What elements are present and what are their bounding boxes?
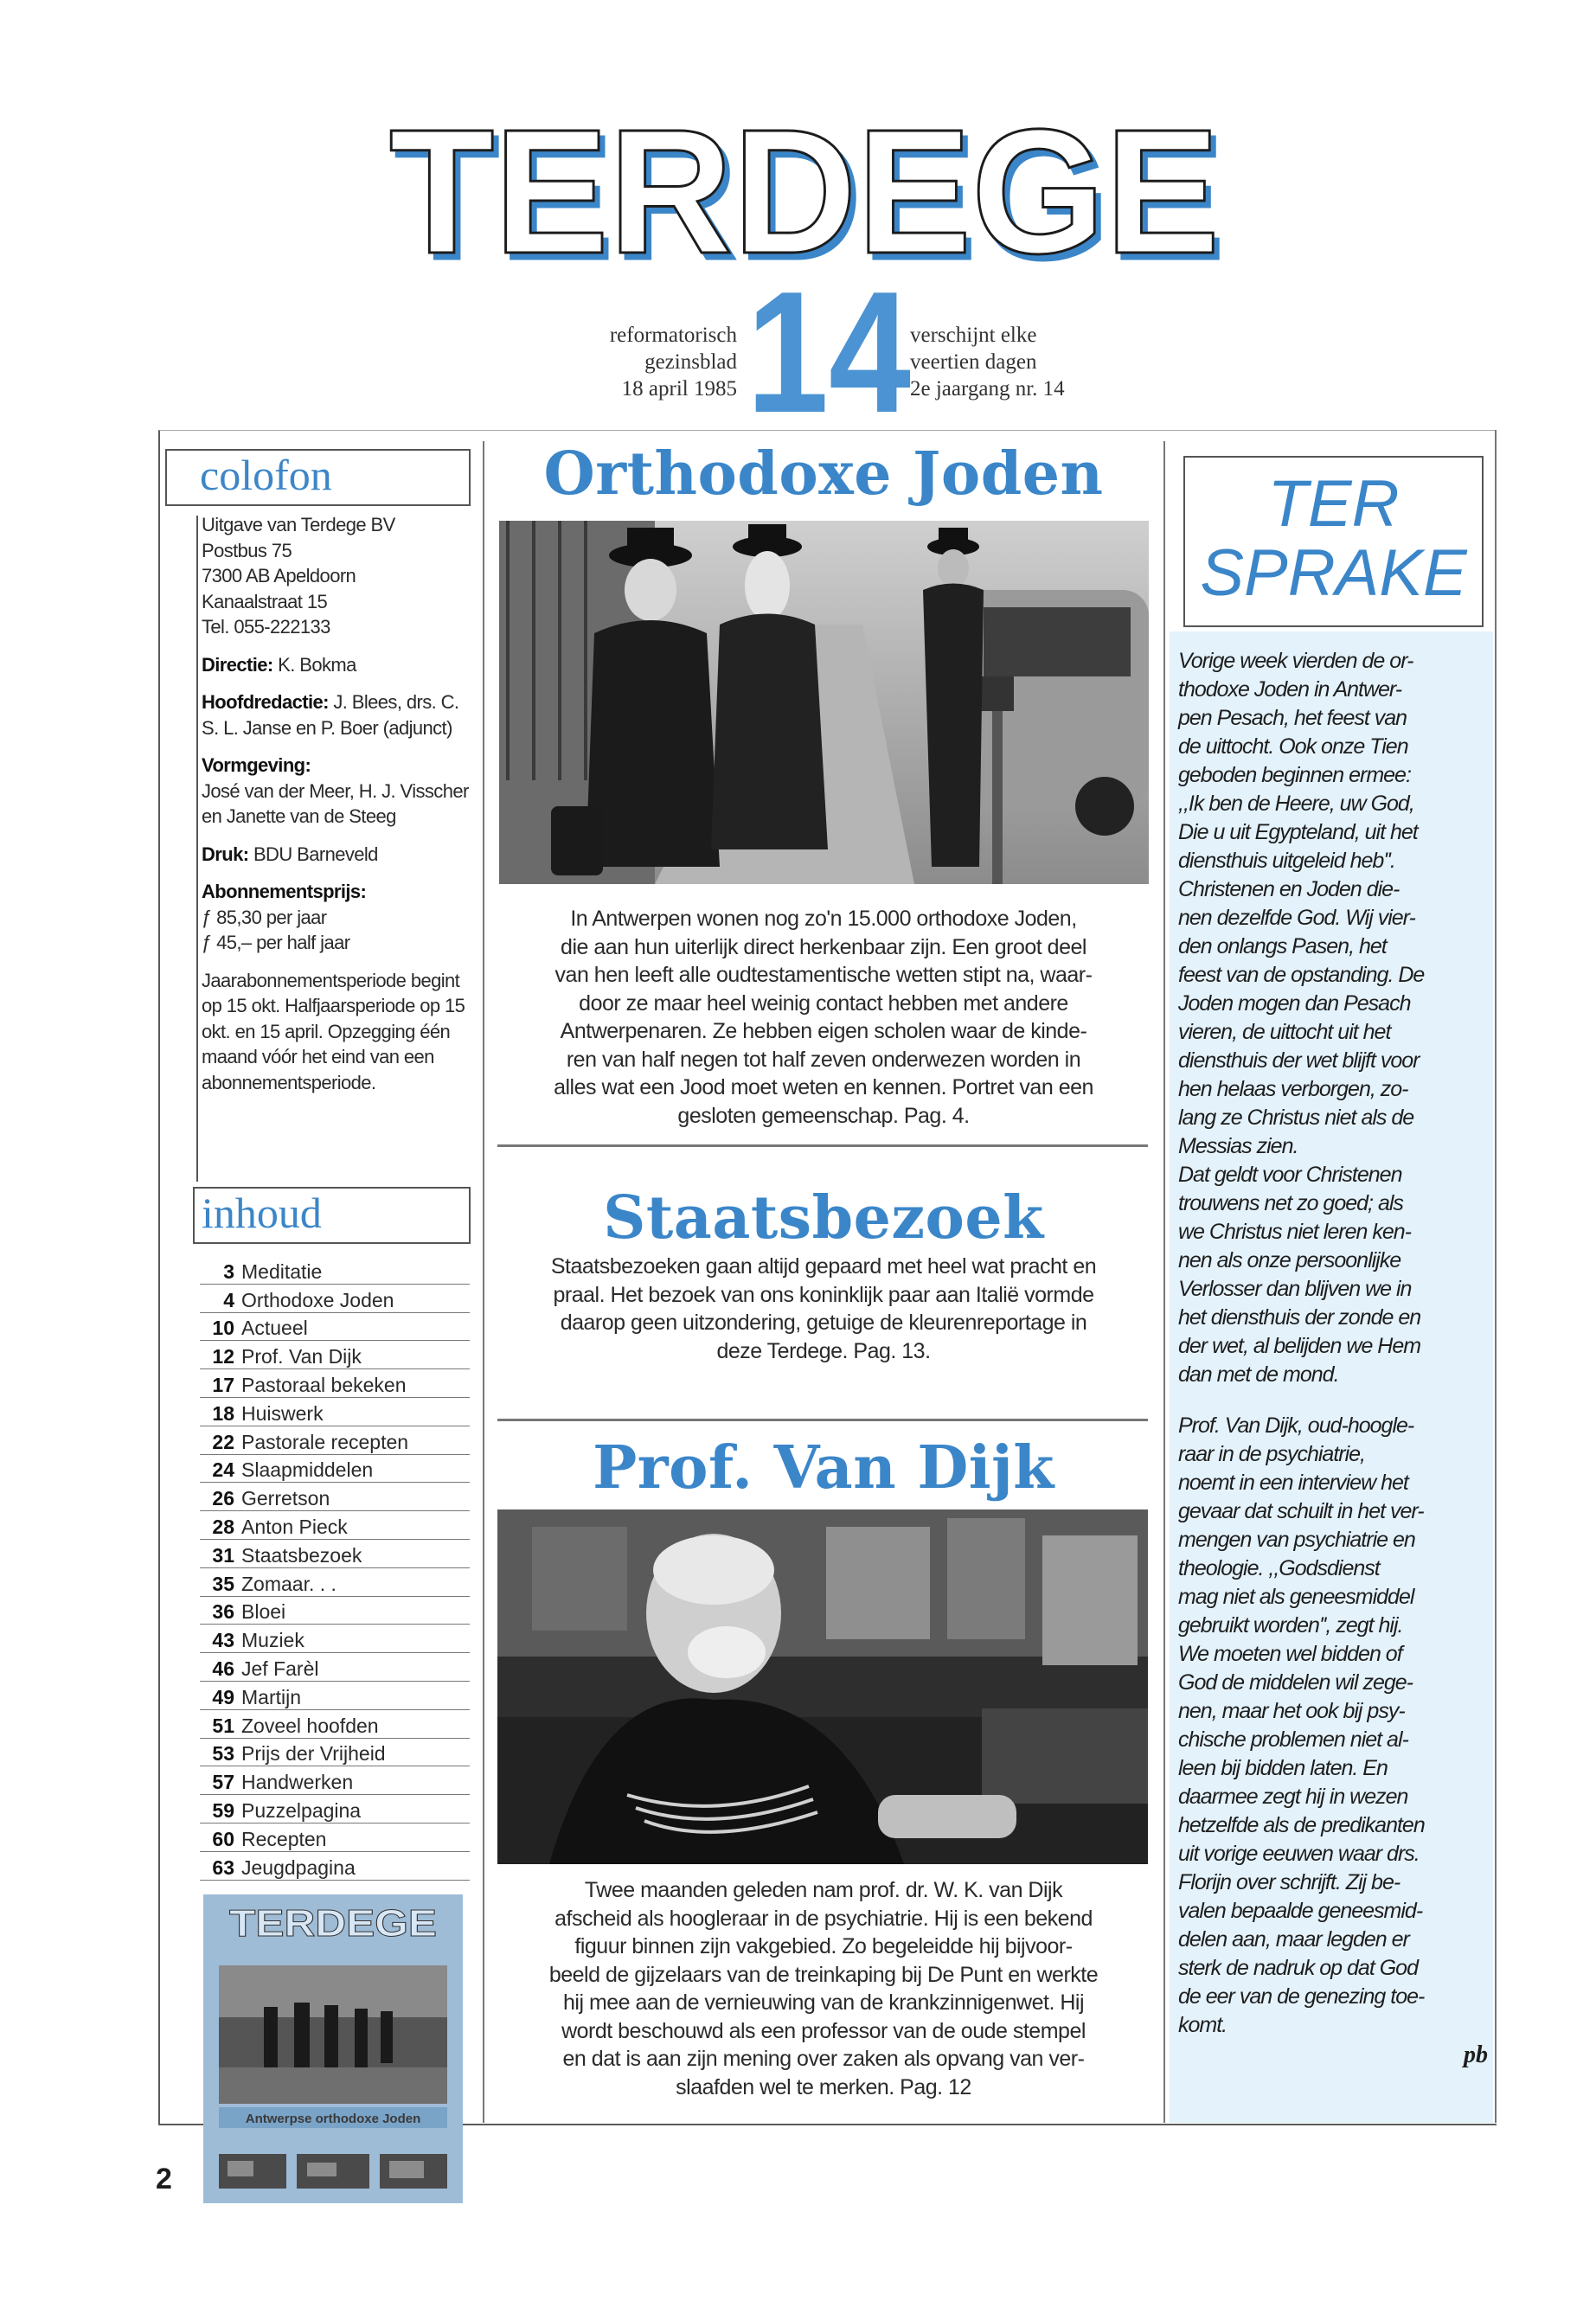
ter-sprake-line: valen bepaalde geneesmid-: [1178, 1899, 1423, 1923]
colofon-heading: colofon: [165, 449, 471, 506]
toc-item: [200, 1426, 470, 1455]
ter-sprake-paragraph-1: [1178, 647, 1490, 1389]
ter-sprake-line: Messias zien.: [1178, 1134, 1298, 1158]
article-prof-van-dijk-body: [495, 1876, 1152, 2101]
ter-sprake-paragraph-2: [1178, 1412, 1490, 2040]
colofon-address: [202, 512, 470, 640]
vormgeving-label: Vormgeving:: [202, 754, 311, 776]
cover-thumbnail: [203, 1894, 463, 2203]
toc-page-number: 26: [212, 1487, 234, 1510]
ter-sprake-line: Prof. Van Dijk, oud-hoogle-: [1178, 1413, 1414, 1438]
body-line: door ze maar heel weinig contact hebben met andere: [579, 990, 1068, 1016]
ter-sprake-line: gebruikt worden'', zegt hij.: [1178, 1613, 1403, 1638]
toc-title: Pastoraal bekeken: [241, 1373, 407, 1396]
column-rule: [1163, 441, 1165, 2123]
hoofdredactie-value: J. Blees, drs. C. S. L. Janse en P. Boer (adjunct): [202, 691, 459, 739]
cover-caption: Antwerpse orthodoxe Joden: [245, 2112, 421, 2126]
toc-page-number: 36: [212, 1600, 234, 1624]
toc-item: [200, 1285, 470, 1313]
toc-item: [200, 1568, 470, 1597]
toc-page-number: 17: [212, 1373, 234, 1396]
abonnement-line: ƒ 85,30 per jaar: [202, 906, 327, 928]
colofon-body: [202, 512, 470, 1095]
toc-page-number: 3: [223, 1259, 234, 1283]
toc-item: [200, 1823, 470, 1852]
cover-title: TERDEGE: [229, 1902, 437, 1945]
abonnement-label: Abonnementsprijs:: [202, 881, 367, 902]
tagline-left: [484, 322, 737, 402]
ter-sprake-line: lang ze Christus niet als de: [1178, 1106, 1414, 1130]
article-staatsbezoek-headline: Staatsbezoek: [603, 1183, 1044, 1253]
toc-page-number: 53: [212, 1742, 234, 1766]
toc-page-number: 4: [223, 1288, 234, 1311]
toc-page-number: 57: [212, 1771, 234, 1794]
druk-value: BDU Barneveld: [253, 843, 378, 865]
toc-page-number: 46: [212, 1657, 234, 1680]
body-line: van hen leeft alle oudtestamentische wetten stipt na, waar-: [554, 963, 1093, 987]
toc-page-number: 28: [212, 1515, 234, 1538]
toc-page-number: 31: [212, 1543, 234, 1567]
toc-title: Recepten: [241, 1827, 327, 1850]
body-line: en dat is aan zijn mening over zaken als opvang van ver-: [562, 2047, 1085, 2071]
colofon-vormgeving: [202, 753, 470, 830]
directie-value: K. Bokma: [278, 653, 356, 676]
tagline-right-line: veertien dagen: [910, 350, 1037, 374]
ter-sprake-line: nen dezelfde God. Wij vier-: [1178, 906, 1415, 930]
ter-sprake-line: we Christus niet leren ken-: [1178, 1220, 1411, 1244]
ter-sprake-line: God de middelen wil zege-: [1178, 1670, 1413, 1695]
toc-item: [200, 1455, 470, 1484]
ter-sprake-line: dan met de mond.: [1178, 1362, 1339, 1387]
ter-sprake-line: delen aan, maar legden er: [1178, 1927, 1409, 1952]
body-line: hij mee aan de vernieuwing van de krankzinnigenwet. Hij: [562, 1990, 1085, 2015]
tagline-right-line: verschijnt elke: [910, 324, 1037, 347]
toc-title: Huiswerk: [241, 1401, 324, 1425]
toc-title: Handwerken: [241, 1771, 354, 1794]
ter-sprake-line: geboden beginnen ermee:: [1178, 763, 1411, 787]
body-line: gesloten gemeenschap. Pag. 4.: [677, 1103, 970, 1128]
toc-title: Jef Farèl: [241, 1657, 319, 1680]
ter-sprake-line: pen Pesach, het feest van: [1178, 706, 1407, 730]
body-line: Twee maanden geleden nam prof. dr. W. K. van Dijk: [584, 1878, 1063, 1902]
colofon-periode: Jaarabonnementsperiode begint op 15 okt. Halfjaarsperiode op 15 okt. en 15 april. Opzegging één maand vóór het eind van een abonnementsperiode.: [202, 969, 465, 1093]
issue-date: 18 april 1985: [621, 377, 737, 401]
ter-sprake-line: leen bij bidden laten. En: [1178, 1756, 1388, 1780]
ter-sprake-line: sterk de nadruk op dat God: [1178, 1956, 1418, 1980]
toc-page-number: 49: [212, 1685, 234, 1708]
body-line: alles wat een Jood moet weten en kennen. Portret van een: [554, 1075, 1093, 1099]
ter-sprake-line: raar in de psychiatrie,: [1178, 1442, 1366, 1466]
toc-page-number: 59: [212, 1798, 234, 1822]
address-line: 7300 AB Apeldoorn: [202, 565, 356, 586]
ter-sprake-line: hetzelfde als de predikanten: [1178, 1813, 1425, 1837]
ter-sprake-line: uit vorige eeuwen waar drs.: [1178, 1842, 1420, 1866]
ter-sprake-line: daarmee zegt hij in wezen: [1178, 1785, 1408, 1809]
toc-title: Puzzelpagina: [241, 1798, 362, 1822]
ter-sprake-line: theologie. ,,Godsdienst: [1178, 1556, 1380, 1580]
address-line: Kanaalstraat 15: [202, 590, 328, 612]
toc-item: [200, 1625, 470, 1653]
page-number: 2: [156, 2163, 172, 2195]
colofon-abonnement: [202, 879, 470, 956]
issue-volume: 2e jaargang nr. 14: [910, 377, 1065, 401]
toc-item: [200, 1852, 470, 1881]
ter-sprake-line: feest van de opstanding. De: [1178, 963, 1425, 987]
ter-sprake-line: hen helaas verborgen, zo-: [1178, 1077, 1408, 1101]
article-orthodoxe-joden-headline: Orthodoxe Joden: [543, 439, 1104, 509]
ter-sprake-line: diensthuis uitgeleid heb''.: [1178, 849, 1395, 873]
ter-sprake-line: de eer van de genezing toe-: [1178, 1984, 1425, 2009]
body-line: wordt beschouwd als een professor van de oude stempel: [561, 2018, 1086, 2043]
ter-sprake-line: der wet, al belijden we Hem: [1178, 1334, 1421, 1358]
body-line: Staatsbezoeken gaan altijd gepaard met heel wat pracht en: [550, 1254, 1097, 1279]
section-divider: [497, 1144, 1148, 1147]
toc-title: Zomaar. . .: [241, 1572, 337, 1595]
toc-item: [200, 1398, 470, 1426]
cover-thumbnail-image: [203, 1894, 463, 2203]
ter-sprake-line: Florijn over schrijft. Zij be-: [1178, 1870, 1401, 1894]
ter-sprake-line: nen als onze persoonlijke: [1178, 1248, 1401, 1272]
toc-title: Martijn: [241, 1685, 302, 1708]
ter-sprake-line: Dat geldt voor Christenen: [1178, 1163, 1402, 1187]
toc-title: Staatsbezoek: [241, 1543, 362, 1567]
ter-sprake-line: het diensthuis der zonde en: [1178, 1305, 1421, 1330]
directie-label: Directie:: [202, 653, 273, 676]
ter-sprake-line: SPRAKE: [1200, 536, 1467, 610]
ter-sprake-line: Christenen en Joden die-: [1178, 877, 1400, 901]
ter-sprake-line: thodoxe Joden in Antwer-: [1178, 677, 1402, 702]
tagline-left-line: reformatorisch: [609, 324, 737, 347]
prof-van-dijk-photo: [497, 1509, 1148, 1864]
toc-page-number: 35: [212, 1572, 234, 1595]
vormgeving-value: José van der Meer, H. J. Visscher en Janette van de Steeg: [202, 779, 469, 827]
ter-sprake-heading: [1185, 458, 1482, 608]
ter-sprake-line: vieren, de uittocht uit het: [1178, 1020, 1391, 1044]
body-line: die aan hun uiterlijk direct herkenbaar zijn. Een groot deel: [561, 934, 1086, 959]
toc-page-number: 12: [212, 1345, 234, 1368]
inhoud-heading: inhoud: [193, 1187, 471, 1244]
tagline-right: [910, 322, 1204, 402]
toc-item: [200, 1682, 470, 1710]
toc-item: [200, 1369, 470, 1398]
body-line: figuur binnen zijn vakgebied. Zo begeleidde hij bijvoor-: [574, 1934, 1073, 1958]
toc-title: Actueel: [241, 1317, 308, 1340]
column-rule: [483, 441, 484, 2123]
toc-page-number: 18: [212, 1401, 234, 1425]
ter-sprake-heading-box: [1183, 456, 1484, 627]
article-orthodoxe-joden-body: [495, 905, 1152, 1130]
ter-sprake-line: den onlangs Pasen, het: [1178, 934, 1387, 958]
masthead-logo: [381, 104, 1228, 277]
article-prof-van-dijk-headline: Prof. Van Dijk: [593, 1433, 1054, 1503]
toc-item: [200, 1511, 470, 1540]
colofon-druk: [202, 842, 470, 868]
section-divider: [497, 1419, 1148, 1421]
ter-sprake-line: mag niet als geneesmiddel: [1178, 1585, 1414, 1609]
toc-title: Pastorale recepten: [241, 1430, 409, 1453]
ter-sprake-line: ,,Ik ben de Heere, uw God,: [1178, 792, 1414, 816]
article-staatsbezoek-body: [495, 1253, 1152, 1365]
ter-sprake-line: diensthuis der wet blijft voor: [1178, 1048, 1420, 1073]
ter-sprake-line: chische problemen niet al-: [1178, 1727, 1408, 1752]
toc-page-number: 22: [212, 1430, 234, 1453]
toc-item: [200, 1540, 470, 1568]
toc-item: [200, 1313, 470, 1342]
ter-sprake-line: We moeten wel bidden of: [1178, 1642, 1402, 1666]
toc-item: [200, 1795, 470, 1823]
ter-sprake-line: Verlosser dan blijven we in: [1178, 1277, 1412, 1301]
frame-right-edge: [1495, 430, 1497, 2123]
body-line: praal. Het bezoek van ons koninklijk paar aan Italië vormde: [553, 1282, 1094, 1307]
address-line: Postbus 75: [202, 539, 292, 561]
body-line: daarop geen uitzondering, getuige de kleurenreportage in: [560, 1311, 1087, 1335]
address-line: Tel. 055-222133: [202, 616, 330, 638]
toc-title: Zoveel hoofden: [241, 1714, 379, 1737]
body-line: ren van half negen tot half zeven onderwezen worden in: [566, 1047, 1081, 1072]
ter-sprake-line: de uittocht. Ook onze Tien: [1178, 734, 1408, 759]
toc-item: [200, 1653, 470, 1682]
toc-title: Slaapmiddelen: [241, 1458, 374, 1482]
ter-sprake-line: Vorige week vierden de or-: [1178, 649, 1413, 673]
toc-item: [200, 1483, 470, 1511]
toc-page-number: 51: [212, 1714, 234, 1737]
ter-sprake-line: noemt in een interview het: [1178, 1471, 1408, 1495]
colofon-directie: [202, 652, 470, 678]
toc-page-number: 60: [212, 1827, 234, 1850]
orthodox-jews-photo: [499, 521, 1149, 884]
toc-title: Prof. Van Dijk: [241, 1345, 362, 1368]
ter-sprake-line: Joden mogen dan Pesach: [1178, 991, 1411, 1016]
toc-page-number: 10: [212, 1317, 234, 1340]
issue-number: [734, 275, 924, 422]
ter-sprake-line: trouwens net zo goed; als: [1178, 1191, 1403, 1215]
toc-title: Bloei: [241, 1600, 286, 1624]
toc-item: [200, 1766, 470, 1795]
ter-sprake-signature: pb: [1464, 2041, 1488, 2068]
table-of-contents: [200, 1256, 470, 1881]
ter-sprake-line: Die u uit Egypteland, uit het: [1178, 820, 1418, 844]
toc-item: [200, 1341, 470, 1369]
toc-title: Muziek: [241, 1629, 304, 1652]
abonnement-line: ƒ 45,– per half jaar: [202, 932, 350, 953]
toc-title: Jeugdpagina: [241, 1856, 356, 1879]
toc-item: [200, 1597, 470, 1625]
toc-page-number: 24: [212, 1458, 234, 1482]
masthead-title: TERDEGE: [389, 104, 1220, 277]
ter-sprake-line: TER: [1267, 467, 1400, 541]
body-line: beeld de gijzelaars van de treinkaping bij De Punt en werkte: [548, 1962, 1099, 1987]
toc-page-number: 63: [212, 1856, 234, 1879]
colofon-hoofdredactie: [202, 689, 470, 740]
toc-title: Gerretson: [241, 1487, 330, 1510]
toc-title: Anton Pieck: [241, 1515, 348, 1538]
ter-sprake-line: nen, maar het ook bij psy-: [1178, 1699, 1405, 1723]
toc-item: [200, 1256, 470, 1285]
body-line: Antwerpenaren. Ze hebben eigen scholen waar de kinde-: [560, 1019, 1087, 1043]
ter-sprake-line: komt.: [1178, 2013, 1227, 2037]
body-line: afscheid als hoogleraar in de psychiatrie. Hij is een bekend: [554, 1906, 1093, 1931]
body-line: slaafden wel te merken. Pag. 12: [676, 2074, 971, 2099]
body-line: deze Terdege. Pag. 13.: [716, 1338, 931, 1363]
hoofdredactie-label: Hoofdredactie:: [202, 691, 329, 713]
druk-label: Druk:: [202, 843, 249, 865]
colofon-bar: [196, 516, 198, 1182]
ter-sprake-line: mengen van psychiatrie en: [1178, 1528, 1415, 1552]
issue-number-text: 14: [747, 275, 911, 422]
toc-item: [200, 1710, 470, 1739]
toc-title: Orthodoxe Joden: [241, 1288, 394, 1311]
body-line: In Antwerpen wonen nog zo'n 15.000 orthodoxe Joden,: [570, 907, 1077, 931]
ter-sprake-line: gevaar dat schuilt in het ver-: [1178, 1499, 1424, 1523]
address-line: Uitgave van Terdege BV: [202, 514, 395, 535]
toc-page-number: 43: [212, 1629, 234, 1652]
toc-item: [200, 1739, 470, 1767]
tagline-left-line: gezinsblad: [644, 350, 737, 374]
toc-title: Prijs der Vrijheid: [241, 1742, 386, 1766]
toc-title: Meditatie: [241, 1259, 323, 1283]
